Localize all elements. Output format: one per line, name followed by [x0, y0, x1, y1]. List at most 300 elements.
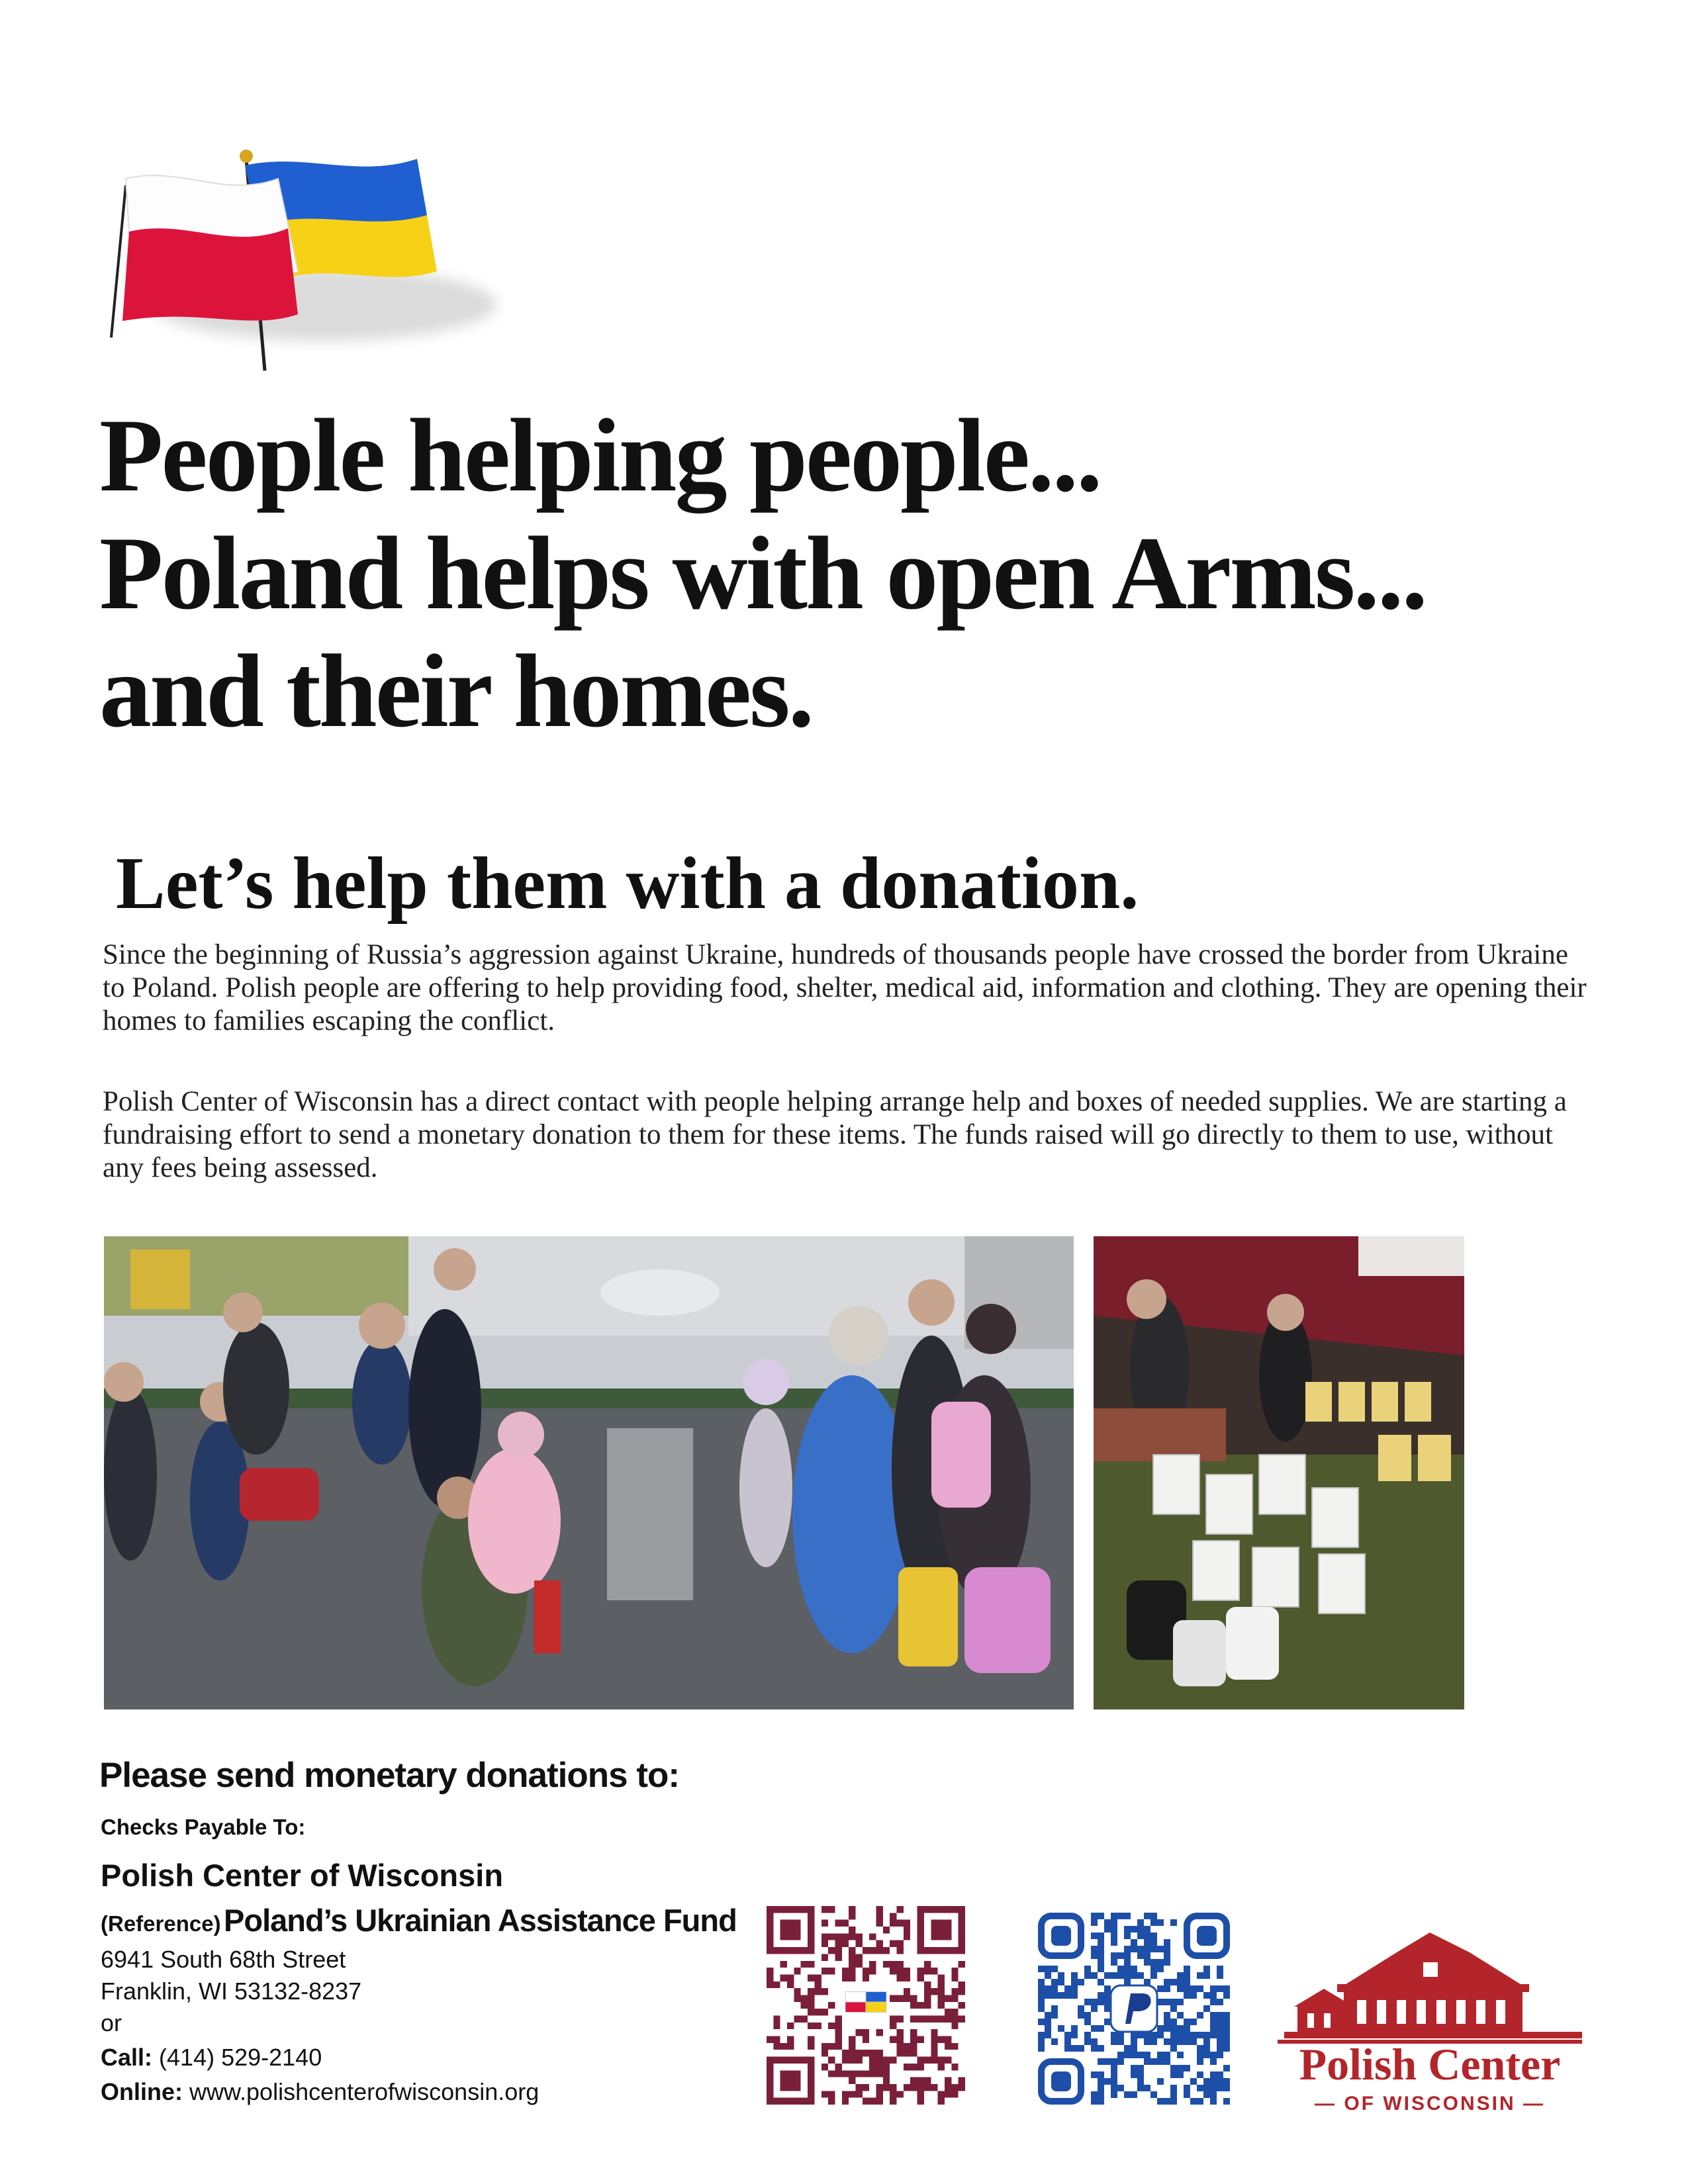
qr-module — [1223, 2098, 1230, 2105]
qr-module — [1104, 1985, 1111, 1992]
qr-module — [883, 2084, 890, 2091]
qr-module — [1184, 1972, 1190, 1979]
qr-module — [849, 1961, 855, 1968]
qr-module — [842, 2070, 849, 2077]
qr-module — [1184, 2065, 1190, 2071]
qr-module — [945, 2016, 951, 2023]
qr-module — [1184, 2025, 1190, 2032]
qr-module — [1150, 1972, 1157, 1979]
qr-module — [876, 2064, 883, 2070]
qr-module — [1223, 2025, 1230, 2032]
qr-module — [1164, 2012, 1170, 2019]
flag-icon-stripe — [845, 1991, 866, 2002]
qr-module — [1184, 2032, 1190, 2038]
qr-module — [1210, 2078, 1217, 2085]
qr-module — [849, 2036, 855, 2043]
qr-module — [1223, 1992, 1230, 1999]
qr-module — [1144, 1926, 1150, 1933]
qr-module — [1217, 2071, 1223, 2078]
qr-module — [1203, 2085, 1210, 2091]
qr-module — [1117, 1972, 1124, 1979]
qr-module — [1157, 2025, 1164, 2032]
phone-line — [101, 2044, 322, 2071]
qr-module — [1177, 2038, 1184, 2045]
qr-module — [1197, 2098, 1203, 2105]
qr-module — [910, 2077, 917, 2084]
qr-module — [951, 2091, 958, 2097]
qr-module — [876, 2029, 883, 2036]
qr-module — [1071, 1992, 1078, 1999]
qr-module — [1131, 2038, 1137, 2045]
qr-module — [828, 2043, 835, 2050]
qr-module — [1157, 2058, 1164, 2065]
qr-module — [876, 2091, 883, 2097]
qr-module — [801, 1961, 808, 1968]
qr-module — [1117, 2038, 1124, 2045]
qr-module — [1111, 1959, 1117, 1966]
qr-module — [794, 1988, 800, 1995]
qr-module — [1051, 1992, 1058, 1999]
qr-module — [1164, 2058, 1170, 2065]
qr-module — [1124, 1913, 1131, 1919]
qr-module — [1111, 1926, 1117, 1933]
qr-module — [814, 1988, 821, 1995]
qr-module — [1210, 2019, 1217, 2025]
qr-module — [828, 2057, 835, 2064]
qr-module — [876, 1906, 883, 1913]
qr-module — [1131, 1966, 1137, 1972]
qr-module — [1124, 1959, 1131, 1966]
qr-module — [1091, 2025, 1098, 2032]
qr-module — [883, 2077, 890, 2084]
qr-module — [1197, 2085, 1203, 2091]
qr-module — [808, 1995, 814, 2001]
qr-module — [1078, 1979, 1084, 1985]
qr-module — [883, 2070, 890, 2077]
qr-module — [1210, 2091, 1217, 2098]
qr-module — [1124, 1972, 1131, 1979]
qr-module — [931, 2057, 937, 2064]
qr-module — [1150, 1939, 1157, 1946]
qr-module — [821, 1906, 828, 1913]
qr-module — [1184, 2019, 1190, 2025]
qr-module — [1150, 2058, 1157, 2065]
qr-module — [938, 2036, 945, 2043]
qr-module — [1058, 2025, 1064, 2032]
qr-module — [835, 2029, 841, 2036]
qr-module — [951, 2064, 958, 2070]
qr-module — [897, 2029, 904, 2036]
qr-module — [1038, 2005, 1045, 2012]
qr-module — [1038, 1979, 1045, 1985]
qr-module — [951, 1995, 958, 2001]
qr-module — [1217, 1985, 1223, 1992]
qr-module — [904, 1933, 910, 1940]
qr-module — [1098, 1992, 1104, 1999]
qr-finder-center — [931, 1920, 951, 1940]
qr-module — [1223, 2019, 1230, 2025]
qr-module — [1111, 1919, 1117, 1926]
qr-module — [1104, 1919, 1111, 1926]
qr-module — [876, 1913, 883, 1919]
qr-module — [1144, 2085, 1150, 2091]
qr-module — [1144, 2058, 1150, 2065]
qr-module — [1124, 2091, 1131, 2098]
qr-module — [931, 2016, 937, 2023]
qr-module — [910, 2029, 917, 2036]
qr-module — [938, 2098, 945, 2105]
qr-module — [1098, 2025, 1104, 2032]
qr-module — [869, 1933, 876, 1940]
qr-module — [1091, 2071, 1098, 2078]
qr-module — [931, 2043, 937, 2050]
or-text: or — [101, 2009, 122, 2036]
qr-module — [1078, 2005, 1084, 2012]
qr-module — [910, 2002, 917, 2009]
qr-module — [951, 2043, 958, 2050]
qr-module — [1098, 1913, 1104, 1919]
qr-module — [1157, 2032, 1164, 2038]
qr-module — [1150, 1933, 1157, 1939]
qr-module — [1170, 2091, 1177, 2098]
qr-module — [1144, 2038, 1150, 2045]
qr-module — [931, 2036, 937, 2043]
qr-module — [773, 2016, 780, 2023]
qr-module — [1084, 2038, 1091, 2045]
qr-module — [1170, 1979, 1177, 1985]
qr-code-flag-icon[interactable] — [767, 1906, 965, 2105]
qr-module — [1137, 2085, 1144, 2091]
qr-module — [1111, 2071, 1117, 2078]
qr-module — [945, 2084, 951, 2091]
qr-module — [863, 2050, 869, 2056]
qr-module — [897, 1974, 904, 1981]
qr-module — [1051, 2038, 1058, 2045]
qr-module — [1064, 2038, 1071, 2045]
qr-module — [849, 1927, 855, 1933]
qr-module — [1210, 2085, 1217, 2091]
qr-module — [1210, 1985, 1217, 1992]
qr-module — [1111, 2085, 1117, 2091]
qr-module — [1170, 2025, 1177, 2032]
qr-module — [835, 2064, 841, 2070]
qr-module — [835, 1940, 841, 1947]
qr-module — [842, 1974, 849, 1981]
qr-module — [828, 2091, 835, 2097]
qr-module — [1058, 1992, 1064, 1999]
donation-title: Please send monetary donations to: — [99, 1756, 680, 1795]
qr-module — [897, 2091, 904, 2097]
qr-module — [869, 1961, 876, 1968]
qr-module — [849, 1968, 855, 1974]
qr-module — [869, 2064, 876, 2070]
qr-module — [1203, 2045, 1210, 2052]
qr-module — [863, 1974, 869, 1981]
qr-module — [910, 2016, 917, 2023]
qr-module — [1157, 1985, 1164, 1992]
qr-module — [849, 1947, 855, 1954]
qr-module — [801, 2016, 808, 2023]
qr-module — [897, 2043, 904, 2050]
qr-finder-center — [1197, 1926, 1217, 1946]
qr-module — [945, 2057, 951, 2064]
qr-module — [904, 1995, 910, 2001]
headline-line-1: People helping people... — [99, 398, 1101, 514]
qr-module — [876, 1920, 883, 1927]
qr-module — [959, 1988, 965, 1995]
qr-module — [1064, 1985, 1071, 1992]
qr-module — [1137, 2071, 1144, 2078]
qr-module — [1111, 2038, 1117, 2045]
qr-module — [808, 2036, 814, 2043]
qr-module — [917, 2084, 924, 2091]
qr-module — [931, 2084, 937, 2091]
qr-module — [931, 1968, 937, 1974]
qr-module — [1098, 1939, 1104, 1946]
qr-module — [773, 2023, 780, 2029]
qr-finder-center — [780, 1920, 801, 1940]
qr-module — [855, 1961, 862, 1968]
qr-module — [904, 2064, 910, 2070]
website-link[interactable]: www.polishcenterofwisconsin.org — [189, 2078, 539, 2105]
qr-module — [959, 2016, 965, 2023]
qr-module — [1137, 2078, 1144, 2085]
qr-module — [1210, 2098, 1217, 2105]
qr-module — [1177, 2032, 1184, 2038]
organization-name: Polish Center of Wisconsin — [101, 1858, 504, 1893]
qr-module — [869, 1968, 876, 1974]
qr-module — [876, 1940, 883, 1947]
qr-module — [835, 1954, 841, 1960]
qr-module — [842, 1920, 849, 1927]
qr-module — [1124, 1933, 1131, 1939]
qr-module — [1197, 2012, 1203, 2019]
qr-module — [1223, 2012, 1230, 2019]
qr-module — [1084, 1999, 1091, 2005]
qr-module — [951, 1974, 958, 1981]
qr-module — [1091, 2091, 1098, 2098]
qr-module — [890, 2036, 896, 2043]
qr-module — [951, 1968, 958, 1974]
border-crossing-photo — [104, 1236, 1074, 1709]
qr-module — [814, 2009, 821, 2015]
qr-module — [897, 2016, 904, 2023]
qr-module — [931, 2029, 937, 2036]
qr-finder-center — [780, 2070, 801, 2091]
qr-module — [1098, 1979, 1104, 1985]
qr-module — [1131, 1972, 1137, 1979]
qr-module — [1098, 1999, 1104, 2005]
qr-module — [1091, 1999, 1098, 2005]
qr-module — [904, 2084, 910, 2091]
qr-module — [1091, 1913, 1098, 1919]
qr-module — [890, 2098, 896, 2105]
qr-module — [890, 2084, 896, 2091]
flag-icon-stripe — [866, 1991, 886, 2002]
qr-module — [1217, 2045, 1223, 2052]
qr-finder-center — [1051, 2071, 1071, 2091]
qr-module — [1223, 2078, 1230, 2085]
qr-module — [1131, 2065, 1137, 2071]
qr-module — [1117, 2052, 1124, 2058]
qr-module — [1203, 2078, 1210, 2085]
qr-module — [1051, 2005, 1058, 2012]
qr-module — [1190, 2078, 1197, 2085]
qr-module — [938, 1988, 945, 1995]
supply-tent-photo — [1094, 1236, 1464, 1709]
qr-module — [1184, 1979, 1190, 1985]
qr-module — [1091, 1933, 1098, 1939]
qr-module — [1038, 2045, 1045, 2052]
qr-module — [1091, 2098, 1098, 2105]
qr-module — [1071, 2025, 1078, 2032]
qr-module — [863, 2098, 869, 2105]
qr-module — [849, 2050, 855, 2056]
qr-module — [1051, 1966, 1058, 1972]
logo-subtitle: — OF WISCONSIN — — [1315, 2093, 1545, 2115]
qr-module — [924, 2002, 931, 2009]
qr-module — [1217, 1972, 1223, 1979]
qr-module — [938, 1974, 945, 1981]
qr-module — [1184, 1992, 1190, 1999]
qr-module — [938, 2091, 945, 2097]
qr-module — [904, 1968, 910, 1974]
qr-module — [924, 2057, 931, 2064]
qr-module — [855, 2057, 862, 2064]
qr-module — [780, 1961, 787, 1968]
fund-name: Poland’s Ukrainian Assistance Fund — [224, 1903, 737, 1938]
qr-module — [1117, 1966, 1124, 1972]
qr-module — [883, 1947, 890, 1954]
qr-module — [808, 2023, 814, 2029]
qr-module — [1071, 2045, 1078, 2052]
qr-module — [1150, 2032, 1157, 2038]
qr-module — [883, 1927, 890, 1933]
qr-module — [801, 2002, 808, 2009]
phone-number[interactable]: (414) 529-2140 — [159, 2044, 322, 2071]
call-label: Call: — [101, 2044, 153, 2071]
qr-module — [808, 2043, 814, 2050]
qr-module — [1038, 2038, 1045, 2045]
qr-module — [1157, 1966, 1164, 1972]
qr-module — [808, 1974, 814, 1981]
qr-module — [1150, 1959, 1157, 1966]
qr-module — [1098, 1966, 1104, 1972]
qr-module — [1164, 1959, 1170, 1966]
qr-module — [863, 1968, 869, 1974]
qr-module — [917, 2016, 924, 2023]
qr-module — [1111, 2032, 1117, 2038]
qr-module — [863, 2036, 869, 2043]
qr-module — [1223, 2085, 1230, 2091]
qr-finder-center — [1051, 1926, 1071, 1946]
qr-module — [1091, 1972, 1098, 1979]
qr-module — [924, 1961, 931, 1968]
qr-module — [1223, 1985, 1230, 1992]
qr-module — [1210, 1992, 1217, 1999]
qr-module — [890, 1940, 896, 1947]
qr-module — [1177, 2071, 1184, 2078]
qr-module — [1217, 2012, 1223, 2019]
qr-module — [1098, 2091, 1104, 2098]
checks-payable-label: Checks Payable To: — [101, 1815, 306, 1839]
flag-icon-stripe — [866, 2002, 886, 2013]
qr-module — [821, 1988, 828, 1995]
qr-module — [959, 1981, 965, 1988]
qr-module — [1038, 2019, 1045, 2025]
qr-module — [876, 2070, 883, 2077]
qr-module — [773, 2043, 780, 2050]
qr-module — [1164, 1999, 1170, 2005]
qr-module — [1144, 1959, 1150, 1966]
qr-module — [814, 2023, 821, 2029]
qr-module — [1091, 1919, 1098, 1926]
qr-module — [890, 2057, 896, 2064]
qr-module — [1164, 1946, 1170, 1952]
qr-module — [1170, 2045, 1177, 2052]
qr-module — [821, 2009, 828, 2015]
qr-module — [1084, 2019, 1091, 2025]
qr-module — [863, 2029, 869, 2036]
qr-module — [1164, 2019, 1170, 2025]
qr-module — [897, 2036, 904, 2043]
qr-module — [808, 1961, 814, 1968]
qr-module — [1124, 2045, 1131, 2052]
qr-module — [821, 1933, 828, 1940]
qr-module — [1131, 2045, 1137, 2052]
qr-module — [855, 2070, 862, 2077]
qr-module — [1137, 1919, 1144, 1926]
qr-module — [869, 2057, 876, 2064]
qr-module — [821, 2091, 828, 2097]
qr-module — [1045, 1992, 1051, 1999]
poland-ukraine-flag-image — [106, 139, 503, 377]
qr-module — [945, 2091, 951, 2097]
qr-module — [1038, 1999, 1045, 2005]
qr-module — [1197, 2032, 1203, 2038]
qr-module — [1084, 1972, 1091, 1979]
qr-module — [1217, 2019, 1223, 2025]
qr-module — [1164, 1985, 1170, 1992]
qr-module — [917, 2098, 924, 2105]
qr-module — [849, 1913, 855, 1919]
qr-code-paypal-icon[interactable] — [1038, 1913, 1230, 2105]
qr-module — [1111, 1939, 1117, 1946]
qr-module — [1091, 2045, 1098, 2052]
qr-module — [1131, 1939, 1137, 1946]
qr-module — [1170, 2071, 1177, 2078]
qr-module — [1177, 2012, 1184, 2019]
qr-module — [1164, 2052, 1170, 2058]
qr-module — [1111, 1913, 1117, 1919]
qr-module — [1217, 2078, 1223, 2085]
qr-module — [1157, 1946, 1164, 1952]
qr-module — [855, 1940, 862, 1947]
qr-module — [1117, 1952, 1124, 1959]
qr-module — [1071, 1985, 1078, 1992]
qr-module — [890, 1961, 896, 1968]
qr-module — [855, 2050, 862, 2056]
qr-module — [1144, 1946, 1150, 1952]
qr-module — [938, 1995, 945, 2001]
qr-module — [1190, 2098, 1197, 2105]
headline-line-3: and their homes. — [99, 633, 813, 749]
qr-module — [938, 2016, 945, 2023]
qr-module — [1124, 1946, 1131, 1952]
qr-module — [1137, 1952, 1144, 1959]
qr-module — [1091, 2038, 1098, 2045]
qr-module — [1157, 2052, 1164, 2058]
